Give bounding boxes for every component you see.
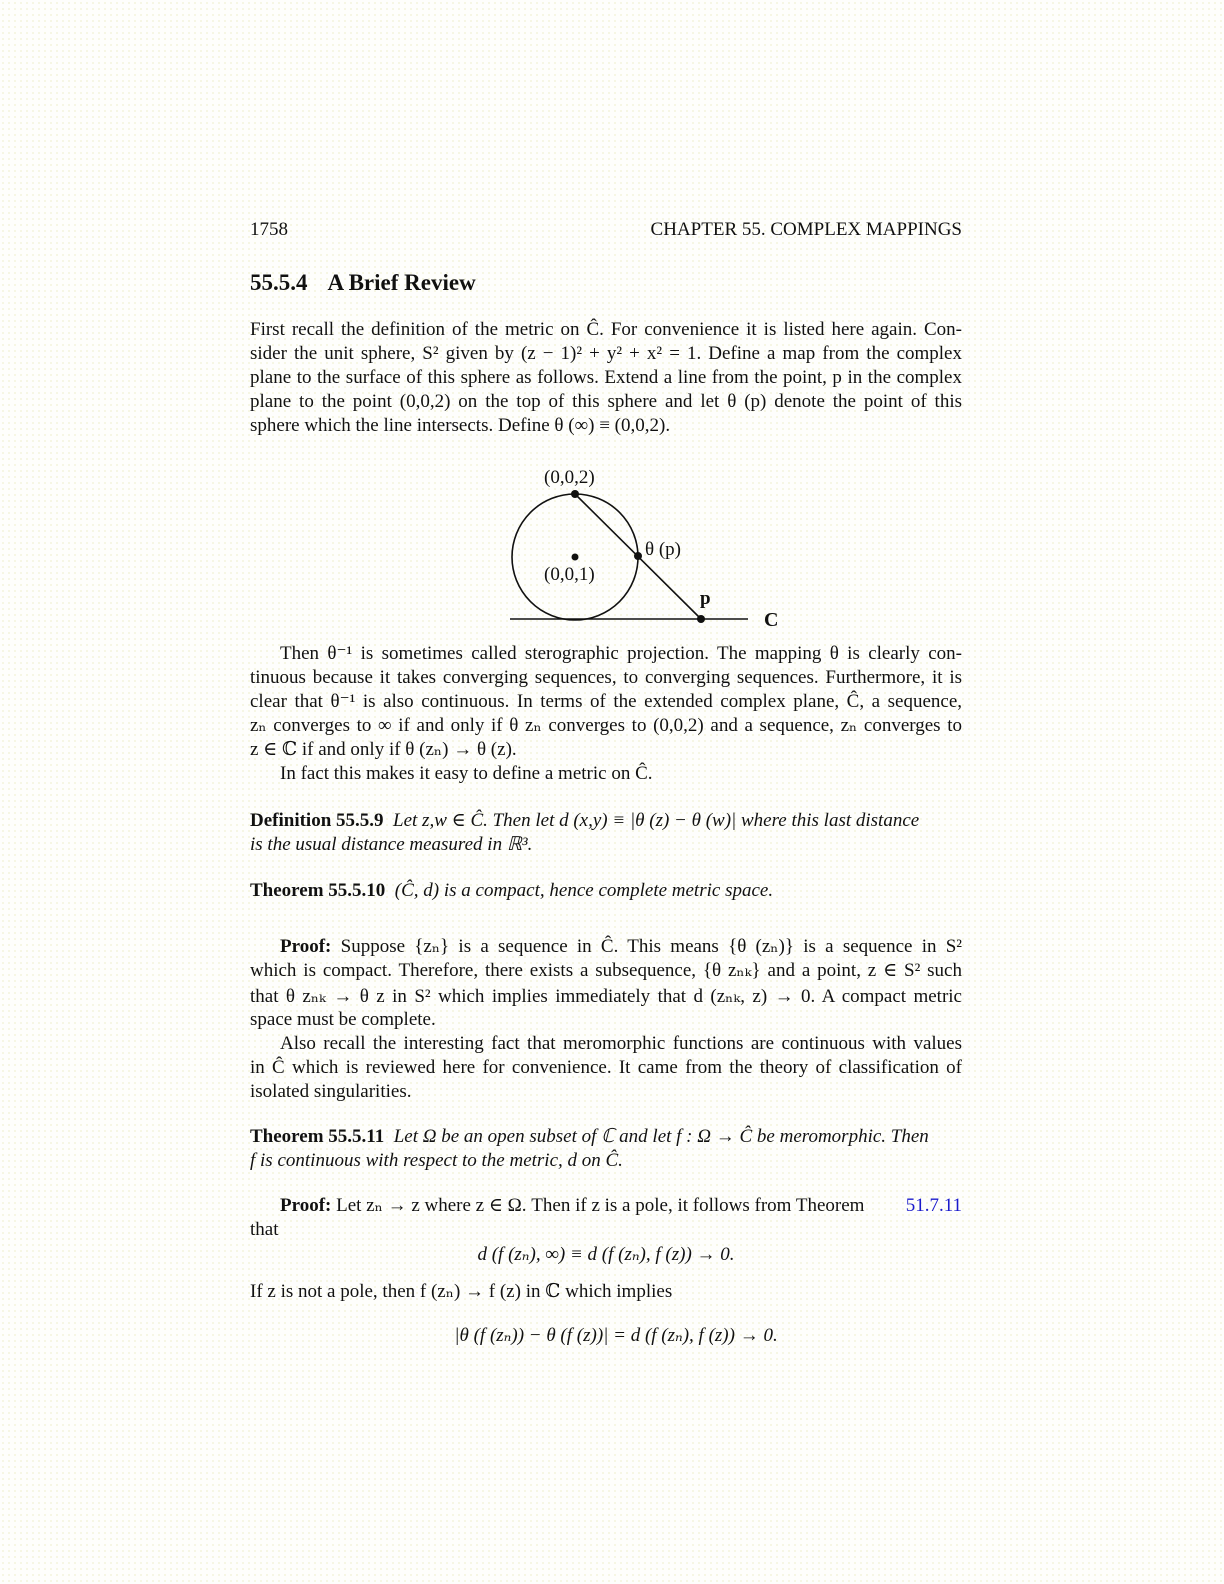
text-line: Then θ⁻¹ is sometimes called sterographic projection. The mapping θ is clearly con- bbox=[280, 643, 962, 664]
text-line: z ∈ ℂ if and only if θ (zₙ) → θ (z). bbox=[250, 739, 517, 760]
text-line: If z is not a pole, then f (zₙ) → f (z) in ℂ which implies bbox=[250, 1281, 673, 1302]
section-heading bbox=[250, 270, 476, 296]
proof-line: Proof: Suppose {zₙ} is a sequence in Ĉ. This means {θ (zₙ)} is a sequence in S² bbox=[280, 936, 963, 957]
text-line: tinuous because it takes converging sequences, to converging sequences. Furthermore, it is bbox=[250, 667, 962, 688]
center-dot bbox=[572, 554, 579, 561]
text-line: First recall the definition of the metric on Ĉ. For convenience it is listed here again. Con- bbox=[250, 319, 962, 340]
text-line: sider the unit sphere, S² given by (z − 1)² + y² + x² = 1. Define a map from the complex bbox=[250, 343, 962, 364]
theta-p-label: θ (p) bbox=[645, 539, 682, 560]
definition-text: Let z,w ∈ Ĉ. Then let d (x,y) ≡ |θ (z) − θ (w)| where this last distance bbox=[393, 810, 920, 831]
theorem-label: Theorem 55.5.10 bbox=[250, 880, 386, 901]
section-number: 55.5.4 bbox=[250, 270, 308, 295]
theorem-line bbox=[250, 1125, 962, 1149]
theta-p-dot bbox=[634, 552, 642, 560]
theorem-text: Let Ω be an open subset of ℂ and let f : Ω → Ĉ be meromorphic. Then bbox=[393, 1126, 929, 1147]
plane-label: C bbox=[764, 609, 779, 631]
p-label: p bbox=[700, 588, 711, 609]
text-line: In fact this makes it easy to define a metric on Ĉ. bbox=[280, 763, 653, 784]
theorem-reference-link[interactable]: 51.7.11 bbox=[905, 1195, 962, 1216]
north-pole-label: (0,0,2) bbox=[544, 467, 595, 488]
text-line: space must be complete. bbox=[250, 1009, 436, 1030]
section-title: A Brief Review bbox=[327, 270, 476, 295]
text-line: isolated singularities. bbox=[250, 1081, 412, 1102]
text-line: that θ zₙₖ → θ z in S² which implies immediately that d (zₙₖ, z) → 0. A compact metric bbox=[250, 986, 962, 1007]
equation: |θ (f (zₙ)) − θ (f (z))| = d (f (zₙ), f (z)) → 0. bbox=[454, 1325, 778, 1346]
text-line: which is compact. Therefore, there exists a subsequence, {θ zₙₖ} and a point, z ∈ S² such bbox=[250, 960, 962, 981]
definition-label: Definition 55.5.9 bbox=[250, 810, 384, 831]
north-pole-dot bbox=[571, 490, 579, 498]
proof-label: Proof: bbox=[280, 1195, 332, 1216]
text-line: plane to the point (0,0,2) on the top of this sphere and let θ (p) denote the point of this bbox=[250, 391, 962, 412]
theorem-text: (Ĉ, d) is a compact, hence complete metric space. bbox=[394, 880, 774, 901]
text-line: clear that θ⁻¹ is also continuous. In terms of the extended complex plane, Ĉ, a sequence, bbox=[250, 691, 962, 712]
text-line: that bbox=[250, 1219, 279, 1240]
running-header: CHAPTER 55. COMPLEX MAPPINGS bbox=[650, 219, 962, 240]
proof-label: Proof: bbox=[280, 936, 332, 957]
text-line: sphere which the line intersects. Define θ (∞) ≡ (0,0,2). bbox=[250, 415, 671, 436]
stereographic-figure bbox=[500, 460, 800, 645]
theorem-label: Theorem 55.5.11 bbox=[250, 1126, 385, 1147]
proof-line: Proof: Let zₙ → z where z ∈ Ω. Then if z is a pole, it follows from Theorem 51.7.11 bbox=[280, 1195, 962, 1216]
point-p-dot bbox=[697, 615, 705, 623]
equation: d (f (zₙ), ∞) ≡ d (f (zₙ), f (z)) → 0. bbox=[477, 1244, 735, 1265]
text-line: in Ĉ which is reviewed here for convenience. It came from the theory of classification of bbox=[250, 1057, 962, 1078]
text-line: Also recall the interesting fact that meromorphic functions are continuous with values bbox=[280, 1033, 962, 1054]
center-label: (0,0,1) bbox=[544, 564, 595, 585]
definition-text: is the usual distance measured in ℝ³. bbox=[250, 834, 533, 855]
definition-line bbox=[250, 809, 962, 833]
theorem-text: f is continuous with respect to the metric, d on Ĉ. bbox=[250, 1150, 623, 1171]
text-line: zₙ converges to ∞ if and only if θ zₙ converges to (0,0,2) and a sequence, zₙ converges to bbox=[250, 715, 962, 736]
page-number: 1758 bbox=[250, 219, 288, 240]
text-line: plane to the surface of this sphere as follows. Extend a line from the point, p in the complex bbox=[250, 367, 962, 388]
theorem-block bbox=[250, 879, 962, 903]
